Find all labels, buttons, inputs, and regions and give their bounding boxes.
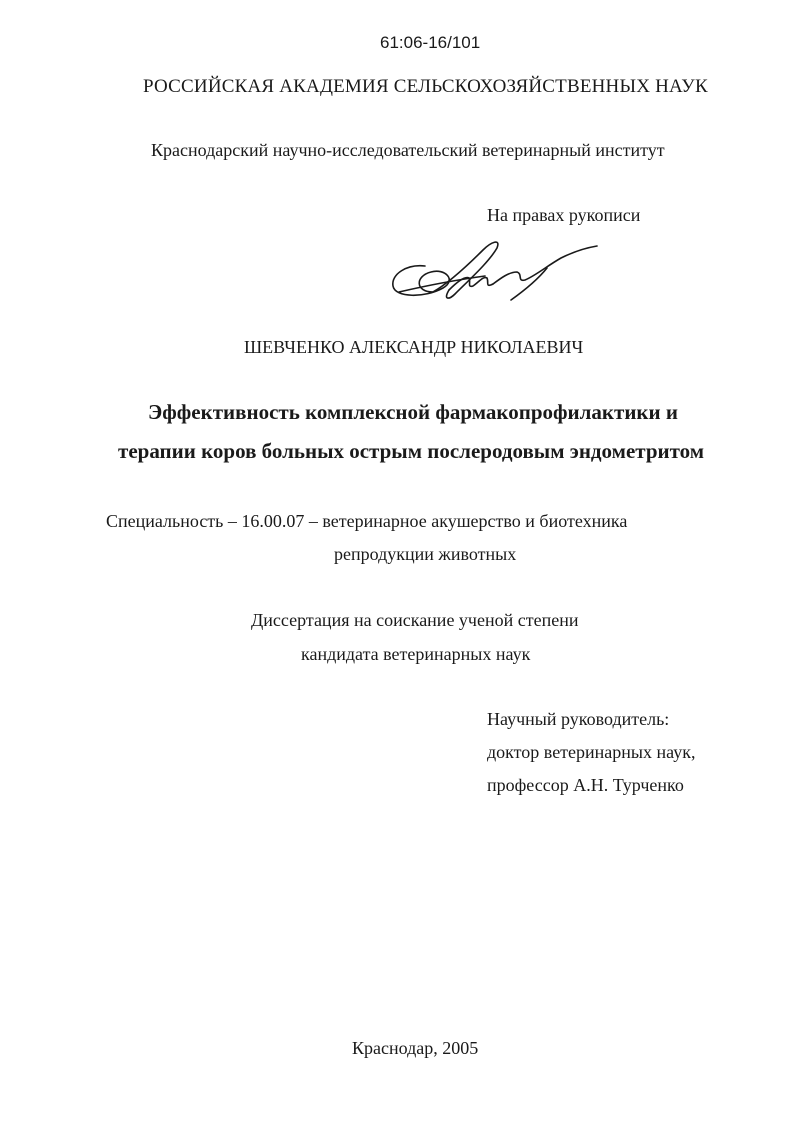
manuscript-rights-note: На правах рукописи [487,205,641,225]
author-name: ШЕВЧЕНКО АЛЕКСАНДР НИКОЛАЕВИЧ [244,337,584,357]
document-code: 61:06-16/101 [380,33,481,52]
dissertation-degree-line-1: Диссертация на соискание ученой степени [251,610,579,630]
institute-name: Краснодарский научно-исследовательский ветеринарный институт [151,140,665,160]
dissertation-title-line-1: Эффективность комплексной фармакопрофилактики и [148,400,678,424]
supervisor-label: Научный руководитель: [487,709,670,729]
specialty-line-1: Специальность – 16.00.07 – ветеринарное акушерство и биотехника [106,511,628,531]
supervisor-name: профессор А.Н. Турченко [487,775,684,795]
dissertation-degree-line-2: кандидата ветеринарных наук [301,644,531,664]
supervisor-degree: доктор ветеринарных наук, [487,742,696,762]
handwritten-signature [385,228,615,308]
specialty-line-2: репродукции животных [334,544,517,564]
city-year: Краснодар, 2005 [352,1038,479,1058]
academy-name: РОССИЙСКАЯ АКАДЕМИЯ СЕЛЬСКОХОЗЯЙСТВЕННЫХ НАУК [143,76,708,97]
dissertation-title-line-2: терапии коров больных острым послеродовым эндометритом [118,439,705,463]
